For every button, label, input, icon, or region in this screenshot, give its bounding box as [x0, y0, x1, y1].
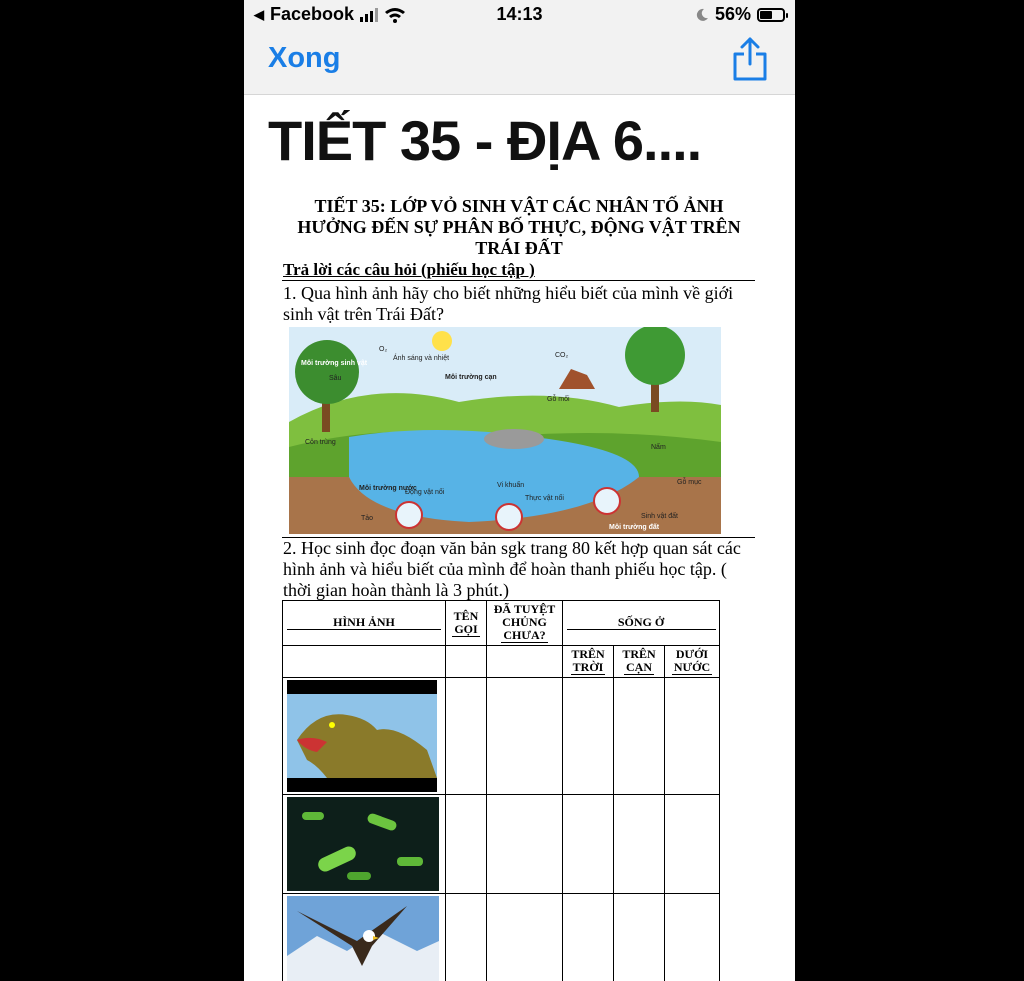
- cell: [487, 894, 563, 981]
- header-extinct: [487, 601, 563, 646]
- header-label: CHƯA?: [503, 628, 546, 642]
- header-habitat: [563, 601, 720, 646]
- cell: [446, 646, 487, 678]
- header-label: GỌI: [454, 621, 478, 636]
- header-water: [665, 646, 720, 678]
- cell: [665, 894, 720, 981]
- header-label: HÌNH ẢNH: [287, 616, 441, 630]
- label-dong-vat-noi: Động vật nổi: [405, 489, 445, 496]
- cell: [665, 678, 720, 795]
- header-label: CHỦNG: [502, 615, 547, 629]
- status-right: [695, 4, 785, 25]
- share-icon[interactable]: [731, 36, 769, 82]
- label-sau: Sâu: [329, 375, 342, 382]
- lesson-heading: [274, 196, 764, 259]
- eagle-image: [287, 896, 439, 981]
- label-con-trung: Côn trùng: [305, 439, 336, 446]
- cell: [487, 795, 563, 894]
- cell: [563, 795, 614, 894]
- label-bio-env: Môi trường sinh vật: [301, 360, 368, 367]
- header-land: [614, 646, 665, 678]
- clock: 14:13: [496, 4, 543, 24]
- done-button[interactable]: Xong: [268, 42, 341, 74]
- cell: [614, 894, 665, 981]
- question-line: thời gian hoàn thành là 3 phút.): [283, 580, 509, 600]
- header-label: SỐNG Ở: [567, 616, 716, 630]
- header-label: ĐÃ TUYỆT: [493, 602, 556, 616]
- header-name: [446, 601, 487, 646]
- question-line: 2. Học sinh đọc đoạn văn bản sgk trang 80 kết hợp quan sát các: [283, 538, 741, 558]
- bacteria-image: [287, 797, 439, 891]
- back-arrow-icon: ◀: [254, 6, 264, 22]
- cell: [446, 795, 487, 894]
- cell: [614, 795, 665, 894]
- label-o2: O₂: [379, 346, 388, 353]
- cell: [563, 678, 614, 795]
- back-app-label: Facebook: [270, 4, 355, 24]
- cell: [563, 894, 614, 981]
- table-header-row: [283, 601, 720, 646]
- label-land-env: Môi trường cạn: [445, 374, 497, 381]
- label-go-muc: Gỗ mục: [677, 479, 702, 486]
- header-label: CẠN: [626, 660, 652, 674]
- status-bar: [244, 0, 795, 32]
- document-title: TIẾT 35 - ĐỊA 6....: [268, 109, 702, 172]
- worksheet-table: [282, 600, 720, 981]
- battery-fill: [760, 11, 772, 19]
- cell-image: [283, 678, 446, 795]
- label-thuc-vat-noi: Thực vật nổi: [525, 495, 564, 502]
- label-nam: Nấm: [651, 444, 666, 451]
- battery-percent: 56%: [714, 4, 751, 24]
- question-1: [283, 283, 758, 325]
- divider: [282, 280, 755, 281]
- cell: [487, 678, 563, 795]
- header-image: [283, 601, 446, 646]
- table-subheader-row: [283, 646, 720, 678]
- label-tao: Tảo: [361, 515, 374, 522]
- label-go-moi: Gỗ mối: [547, 396, 570, 403]
- question-line: hình ảnh và hiểu biết của mình để hoàn thanh phiếu học tập. (: [283, 559, 727, 579]
- header-label: TÊN: [453, 608, 479, 623]
- cell: [614, 678, 665, 795]
- ecosystem-illustration: [289, 327, 721, 534]
- question-line: sinh vật trên Trái Đất?: [283, 304, 444, 324]
- label-co2: CO₂: [555, 352, 569, 359]
- label-water-env: Môi trường nước: [359, 485, 417, 492]
- table-row: [283, 678, 720, 795]
- table-row: [283, 894, 720, 981]
- header-sky: [563, 646, 614, 678]
- lesson-line: TIẾT 35: LỚP VỎ SINH VẬT CÁC NHÂN TỐ ẢNH: [314, 196, 724, 216]
- label-light: Ánh sáng và nhiệt: [393, 355, 450, 362]
- question-line: 1. Qua hình ảnh hãy cho biết những hiểu biết của mình về giới: [283, 283, 734, 303]
- question-2: [283, 538, 758, 601]
- label-sinh-vat-dat: Sinh vật đất: [641, 513, 678, 520]
- dinosaur-image: [287, 680, 437, 792]
- battery-icon: [757, 8, 785, 22]
- cell: [446, 894, 487, 981]
- navigation-bar: [244, 32, 795, 95]
- cell: [665, 795, 720, 894]
- cell: [283, 646, 446, 678]
- cell-image: [283, 894, 446, 981]
- table-row: [283, 795, 720, 894]
- cell: [446, 678, 487, 795]
- label-soil-env: Môi trường đất: [609, 524, 660, 531]
- phone-screen: [244, 0, 795, 981]
- header-label: NƯỚC: [673, 660, 711, 674]
- header-label: DƯỚI: [675, 647, 709, 661]
- moon-icon: [695, 8, 709, 22]
- lesson-line: HƯỞNG ĐẾN SỰ PHÂN BỐ THỰC, ĐỘNG VẬT TRÊN: [297, 217, 741, 237]
- header-label: TRÊN: [571, 647, 605, 661]
- lesson-line: TRÁI ĐẤT: [475, 238, 563, 258]
- header-label: TRÊN: [622, 647, 656, 661]
- answer-instruction: Trả lời các câu hỏi (phiếu học tập ): [283, 260, 535, 279]
- cell: [487, 646, 563, 678]
- label-vi-khuan: Vi khuẩn: [497, 482, 525, 489]
- cell-image: [283, 795, 446, 894]
- header-label: TRỜI: [572, 660, 604, 674]
